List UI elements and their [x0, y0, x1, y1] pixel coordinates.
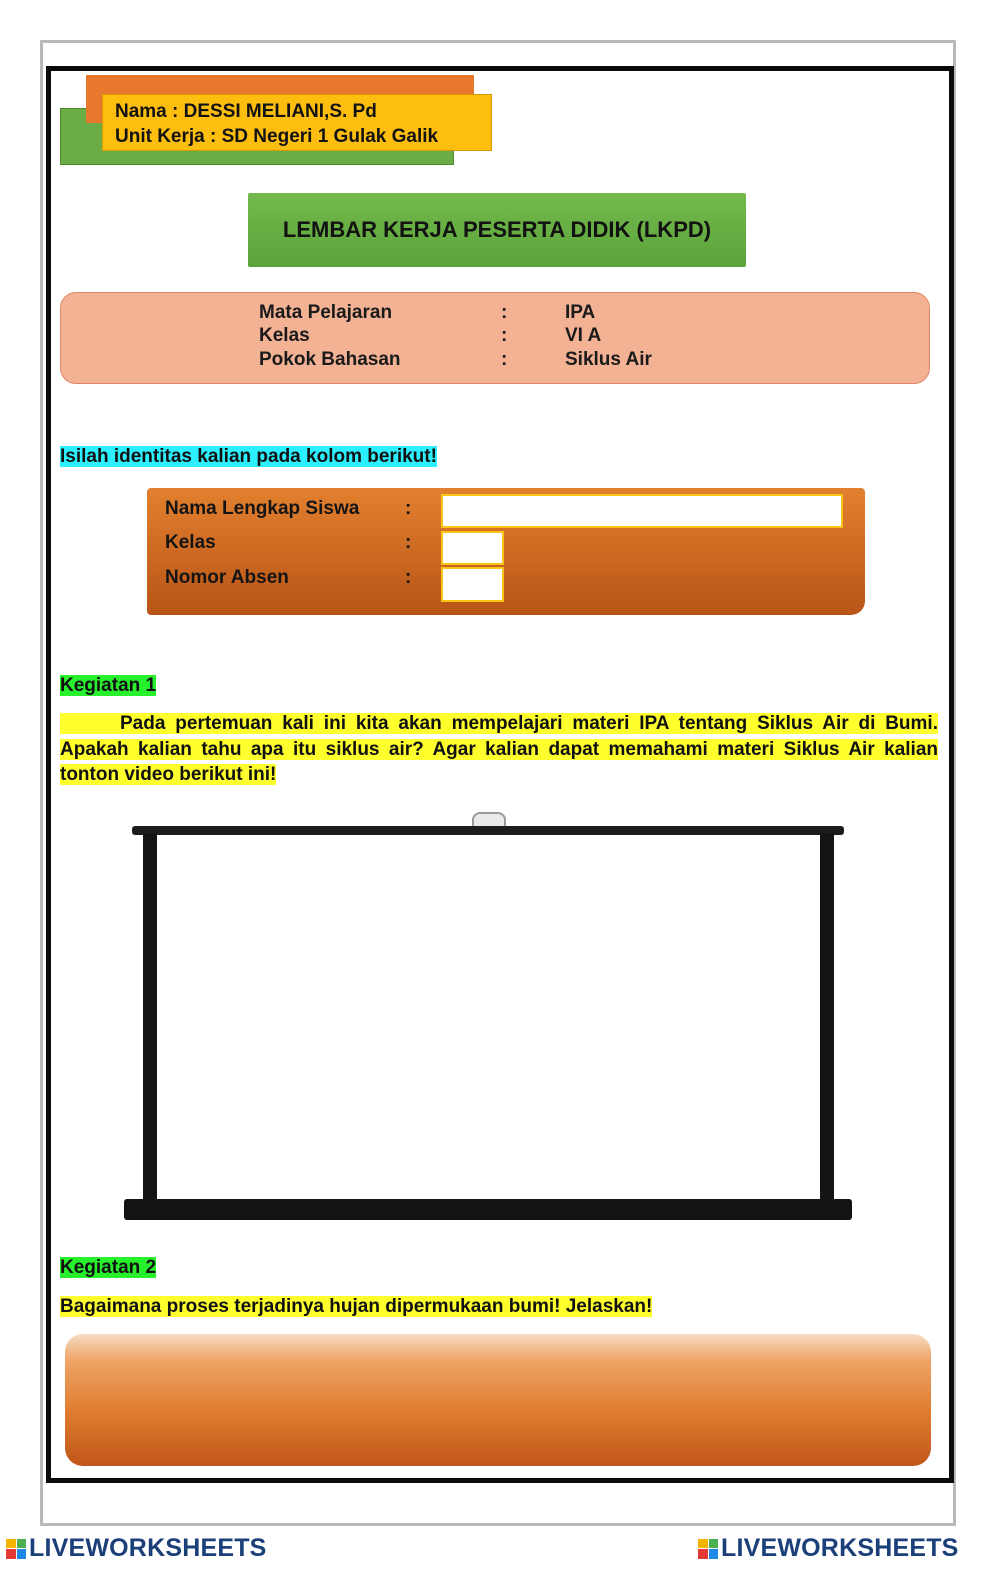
activity1-paragraph	[60, 711, 938, 788]
liveworksheets-logo-icon	[6, 1539, 26, 1559]
teacher-name: Nama : DESSI MELIANI,S. Pd	[115, 101, 377, 122]
worksheet-title: LEMBAR KERJA PESERTA DIDIK (LKPD)	[282, 217, 712, 242]
activity1-text: Pada pertemuan kali ini kita akan mempelajari materi IPA tentang Siklus Air di Bumi. Apakah kalian tahu apa itu siklus air? Agar kalian dapat memahami materi Siklus Air kalian tonton video berikut ini!	[60, 713, 938, 785]
logo-square-1	[698, 1539, 708, 1549]
subject-label: Mata Pelajaran	[259, 302, 393, 323]
screen-bottom-rail	[124, 1199, 852, 1220]
logo-square-2	[17, 1539, 27, 1549]
student-class-input[interactable]	[441, 531, 504, 565]
student-name-input[interactable]	[441, 494, 843, 528]
student-number-input[interactable]	[441, 567, 504, 602]
subject-colon: :	[501, 302, 508, 323]
student-number-colon: :	[405, 567, 412, 588]
footer-brand-left: LIVEWORKSHEETS	[29, 1534, 267, 1562]
student-name-label: Nama Lengkap Siswa	[165, 498, 360, 519]
student-class-colon: :	[405, 532, 412, 553]
activity2-question: Bagaimana proses terjadinya hujan dipermukaan bumi! Jelaskan!	[60, 1296, 653, 1317]
footer-logo-left[interactable]	[6, 1534, 267, 1563]
footer-brand-right: LIVEWORKSHEETS	[721, 1534, 959, 1562]
screen-top-rail	[132, 826, 844, 835]
activity1-heading: Kegiatan 1	[60, 675, 157, 696]
screen-left-leg	[143, 833, 157, 1205]
topic-value: Siklus Air	[565, 349, 652, 370]
teacher-unit: Unit Kerja : SD Negeri 1 Gulak Galik	[115, 126, 439, 147]
topic-colon: :	[501, 349, 508, 370]
activity2-heading: Kegiatan 2	[60, 1257, 157, 1278]
class-value: VI A	[565, 325, 602, 346]
student-number-label: Nomor Absen	[165, 567, 289, 588]
activity2-answer-box[interactable]	[65, 1334, 931, 1466]
logo-square-3	[698, 1549, 708, 1559]
logo-square-1	[6, 1539, 16, 1549]
class-colon: :	[501, 325, 508, 346]
footer-logo-right[interactable]	[698, 1534, 959, 1563]
logo-square-4	[17, 1549, 27, 1559]
logo-square-2	[709, 1539, 719, 1549]
topic-label: Pokok Bahasan	[259, 349, 401, 370]
student-class-label: Kelas	[165, 532, 216, 553]
student-name-colon: :	[405, 498, 412, 519]
teacher-info-card	[102, 94, 492, 151]
screen-right-leg	[820, 833, 834, 1205]
identity-instruction: Isilah identitas kalian pada kolom berikut!	[60, 446, 437, 467]
logo-square-3	[6, 1549, 16, 1559]
student-identity-box	[147, 488, 865, 615]
worksheet-title-banner	[248, 193, 746, 267]
video-screen[interactable]	[157, 835, 820, 1199]
subject-value: IPA	[565, 302, 596, 323]
class-label: Kelas	[259, 325, 310, 346]
subject-info-box	[60, 292, 930, 384]
logo-square-4	[709, 1549, 719, 1559]
liveworksheets-logo-icon	[698, 1539, 718, 1559]
